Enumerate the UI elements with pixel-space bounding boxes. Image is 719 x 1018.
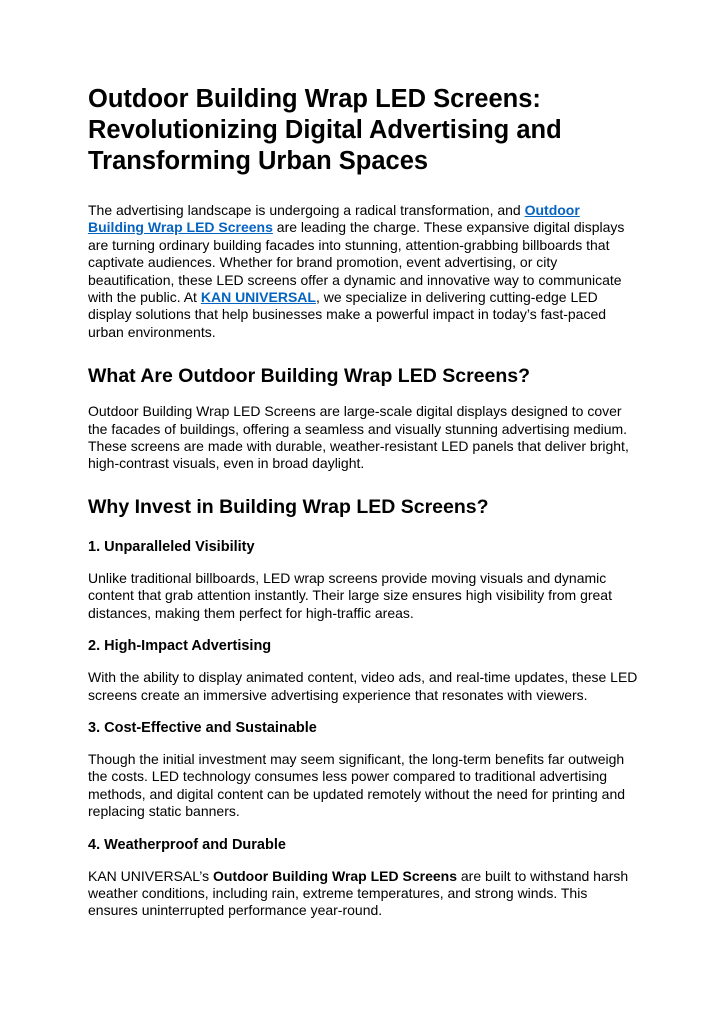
- section-heading-high-impact: 2. High-Impact Advertising: [88, 638, 272, 655]
- weatherproof-text-2: are built to withstand harsh weather conditions, including rain, extreme temperatures, and strong winds. This ensures uninterrupted performance year-round.: [88, 867, 629, 919]
- intro-paragraph: [88, 202, 638, 341]
- section-body-weatherproof: [88, 868, 638, 920]
- section-body-high-impact: With the ability to display animated content, video ads, and real-time updates, these LED screens create an immersive advertising experience that resonates with viewers.: [88, 669, 638, 703]
- what-paragraph: Outdoor Building Wrap LED Screens are large-scale digital displays designed to cover the facades of buildings, offering a seamless and visually stunning advertising medium. These screens are made with durable, weather-resistant LED panels that deliver bright, high-contrast visuals, even in broad daylight.: [88, 403, 629, 472]
- page-title: Outdoor Building Wrap LED Screens: Revolutionizing Digital Advertising and Transforming Urban Spaces: [88, 85, 562, 175]
- section-heading-visibility: 1. Unparalleled Visibility: [88, 538, 255, 555]
- weatherproof-text-1: KAN UNIVERSAL’s: [88, 867, 214, 884]
- what-heading: What Are Outdoor Building Wrap LED Screens?: [88, 365, 531, 388]
- kan-universal-link[interactable]: KAN UNIVERSAL: [200, 289, 316, 306]
- section-body-visibility: Unlike traditional billboards, LED wrap screens provide moving visuals and dynamic content that grab attention instantly. Their large size ensures high visibility from great distances, making them perfect for high-traffic areas.: [88, 569, 612, 621]
- intro-text-2: are leading the charge. These expansive digital displays are turning ordinary building facades into stunning, attention-grabbing billboards that captivate audiences. Whether for brand promotion, event advertising, or city beautification, these LED screens offer a dynamic and innovative way to communicate with the public. At: [88, 219, 625, 306]
- intro-text-1: The advertising landscape is undergoing a radical transformation, and: [88, 202, 525, 218]
- intro-text-3: , we specialize in delivering cutting-edge LED display solutions that help businesses make a powerful impact in today’s fast-paced urban environments.: [88, 289, 607, 340]
- article-content: [88, 84, 638, 920]
- weatherproof-bold-text: Outdoor Building Wrap LED Screens: [213, 867, 457, 884]
- section-body-cost-effective: Though the initial investment may seem significant, the long-term benefits far outweigh the costs. LED technology consumes less power compared to traditional advertising methods, and digital content can be updated remotely without the need for printing and replacing static banners.: [88, 750, 626, 820]
- section-heading-cost-effective: 3. Cost-Effective and Sustainable: [88, 719, 317, 736]
- why-heading: Why Invest in Building Wrap LED Screens?: [88, 495, 489, 518]
- outdoor-building-wrap-link[interactable]: Outdoor Building Wrap LED Screens: [88, 202, 580, 236]
- section-heading-weatherproof: 4. Weatherproof and Durable: [88, 836, 286, 853]
